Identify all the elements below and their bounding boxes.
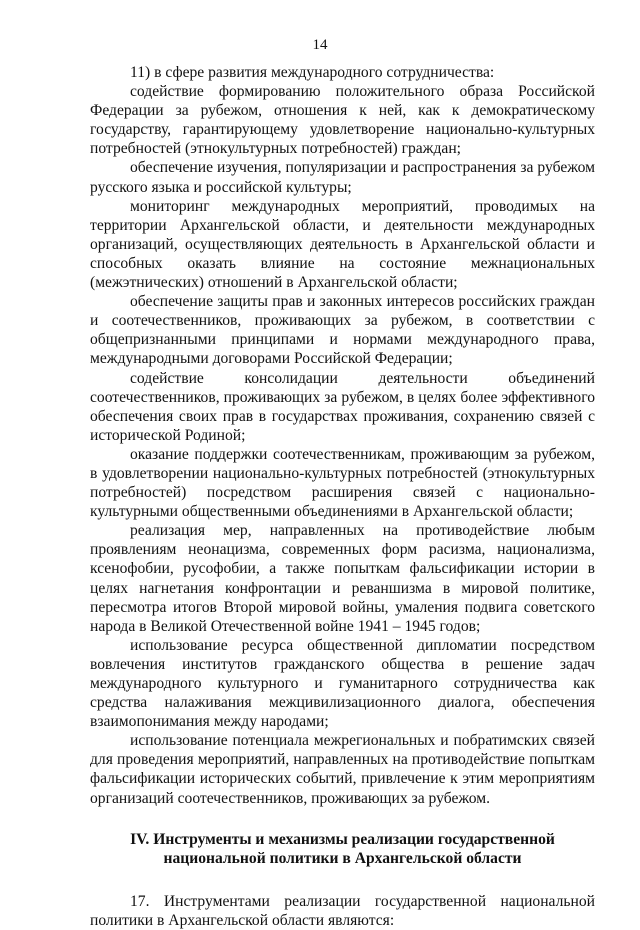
- paragraph-positive-image: содействие формированию положительного образа Российской Федерации за рубежом, отношения к ней, как к демократическому государству, гарантирующему удовлетворение национально-культурных потребностей (этнокультурных потребностей) граждан;: [90, 83, 595, 158]
- paragraph-interregional: использование потенциала межрегиональных и побратимских связей для проведения мероприятий, направленных на противодействие попыткам фальсификации исторических событий, привлечение к этим мероприятиям организаций соотечественников, проживающих за рубежом.: [90, 732, 595, 807]
- paragraph-consolidation: содействие консолидации деятельности объединений соотечественников, проживающих за рубежом, в целях более эффективного обеспечения своих прав в государствах проживания, сохранению связей с исторической Родиной;: [90, 369, 595, 444]
- paragraph-public-diplomacy: использование ресурса общественной дипломатии посредством вовлечения институтов гражданского общества в решение задач международного культурного и гуманитарного сотрудничества как средства налаживания межцивилизационного диалога, обеспечения взаимопонимания между народами;: [90, 636, 595, 731]
- section-heading: IV. Инструменты и механизмы реализации государственной национальной политики в Архангельской области: [130, 830, 555, 867]
- paragraph-support: оказание поддержки соотечественникам, проживающим за рубежом, в удовлетворении национально-культурных потребностей (этнокультурных потребностей) посредством расширения связей с национально-культурными общественными объединениями в Архангельской области;: [90, 445, 595, 521]
- paragraph-monitoring: мониторинг международных мероприятий, проводимых на территории Архангельской области, и деятельности международных организаций, осуществляющих деятельность в Архангельской области и способных оказать влияние на состояние межнациональных (межэтнических) отношений в Архангельской области;: [90, 197, 595, 292]
- page-number: 14: [312, 37, 328, 53]
- paragraph-intro: 11) в сфере развития международного сотрудничества:: [130, 64, 495, 81]
- paragraph-counteraction: реализация мер, направленных на противодействие любым проявлениям неонацизма, современных форм расизма, национализма, ксенофобии, русофобии, а также попыткам фальсификации истории в целях нагнетания конфронтации и реваншизма в мировой политике, пересмотра итогов Второй мировой войны, умаления подвига советского народа в Великой Отечественной войне 1941 – 1945 годов;: [90, 522, 595, 635]
- paragraph-instruments: 17. Инструментами реализации государственной национальной политики в Архангельской области являются:: [90, 892, 595, 929]
- paragraph-russian-language: обеспечение изучения, популяризации и распространения за рубежом русского языка и российской культуры;: [90, 159, 595, 196]
- document-body: [90, 63, 595, 930]
- paragraph-rights-protection: обеспечение защиты прав и законных интересов российских граждан и соотечественников, проживающих за рубежом, в соответствии с общепризнанными принципами и нормами международного права, международными договорами Российской Федерации;: [90, 293, 595, 368]
